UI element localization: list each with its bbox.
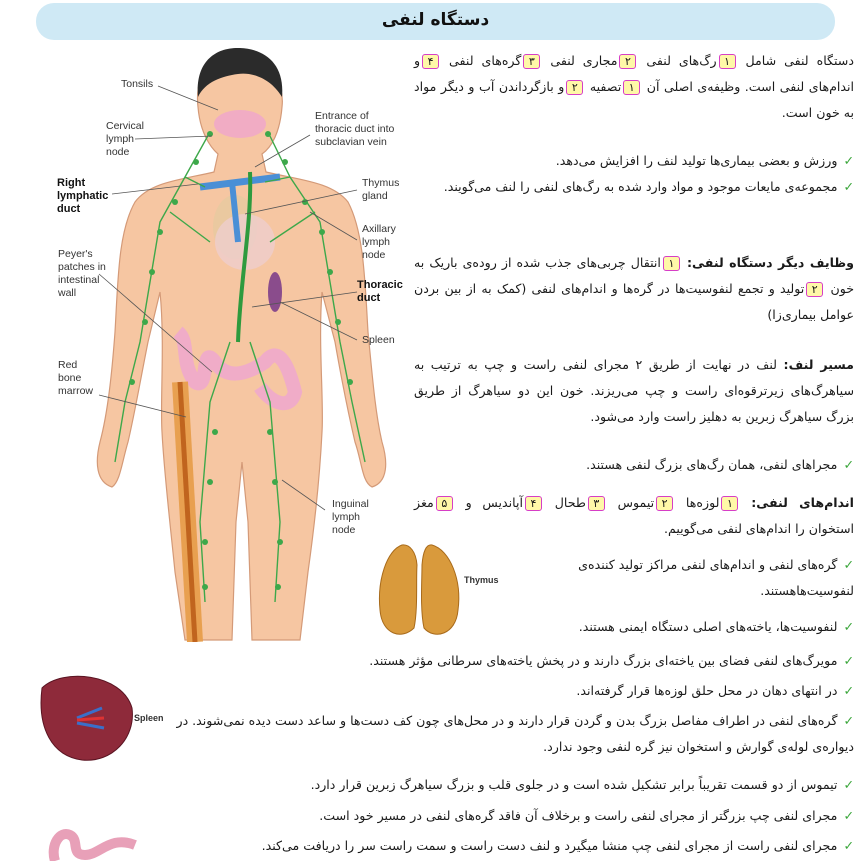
number-badge: ۳ (588, 496, 605, 511)
bullet-item (164, 803, 854, 829)
functions-text: تولید و تجمع لنفوسیت‌ها در گره‌ها و اندام‌های لنفی (کمک به از بین بردن عوامل بیماری‌زا) (414, 281, 854, 322)
number-badge: ۲ (806, 282, 823, 297)
bullet-text: مویرگ‌های لنفی فضای بین یاخته‌ای بزرگ دارند و در پخش یاخته‌های سرطانی مؤثر هستند. (369, 653, 838, 668)
organs-title: اندام‌های لنفی: (751, 495, 854, 510)
organs-text: طحال (554, 495, 586, 510)
bullet-text: گره‌های لنفی در اطراف مفاصل بزرگ بدن و گردن قرار دارند و در محل‌های چون کف دست‌ها و ساعد دست دیده نمی‌شوند. در دیواره‌ی لوله‌ی گوارش و استخوان نیز گره لنفی وجود ندارد. (176, 713, 854, 754)
number-badge: ۵ (436, 496, 453, 511)
functions-paragraph (414, 250, 854, 328)
bullet-text: مجراهای لنفی، همان رگ‌های بزرگ لنفی هستند. (586, 457, 838, 472)
label-axillary-lymph-node: Axillary lymph node (362, 223, 396, 261)
check-icon: ✓ (843, 179, 854, 194)
check-icon: ✓ (843, 153, 854, 168)
label-peyers-patches: Peyer's patches in intestinal wall (58, 248, 106, 299)
intro-text: تصفیه (589, 79, 622, 94)
check-icon: ✓ (843, 838, 854, 853)
check-icon: ✓ (843, 808, 854, 823)
label-red-bone-marrow: Red bone marrow (58, 359, 94, 397)
label-thymus-gland: Thymus gland (362, 177, 400, 202)
organs-text: مغز استخوان را اندام‌های لنفی می‌گوییم. (414, 495, 854, 536)
bullet-text: ورزش و بعضی بیماری‌ها تولید لنف را افزایش می‌دهد. (555, 153, 838, 168)
bullet-item (504, 552, 854, 604)
bullet-text: تیموس از دو قسمت تقریباً برابر تشکیل شده است و در جلوی قلب و بزرگ سیاهرگ زبرین قرار دارد. (310, 777, 838, 792)
thymus-picture-label: Thymus (464, 575, 499, 585)
bullet-text: لنفوسیت‌ها، یاخته‌های اصلی دستگاه ایمنی هستند. (578, 619, 838, 634)
intro-text: دستگاه لنفی شامل (745, 53, 854, 68)
bullet-text: مجموعه‌ی مایعات موجود و مواد وارد شده به رگ‌های لنفی را لنف می‌گویند. (443, 179, 838, 194)
intro-text: مجاری لنفی (550, 53, 618, 68)
check-icon: ✓ (843, 653, 854, 668)
check-icon: ✓ (843, 619, 854, 634)
label-right-lymphatic-duct: Right lymphatic duct (57, 177, 109, 215)
bullet-text: مجرای لنفی چپ بزرگتر از مجرای لنفی راست و برخلاف آن فاقد گره‌های لنفی در مسیر خود است. (319, 808, 838, 823)
route-paragraph (414, 352, 854, 430)
bullet-text: در انتهای دهان در محل حلق لوزه‌ها قرار گرفته‌اند. (576, 683, 838, 698)
bullet-text: مجرای لنفی راست از مجرای لنفی چپ منشا میگیرد و لنف دست راست و سمت راست سر را دریافت می‌کند. (261, 838, 838, 853)
number-badge: ۱ (623, 80, 640, 95)
lymphatic-system-figure (0, 42, 420, 642)
intro-text: گره‌های لنفی (449, 53, 522, 68)
bullet-item (254, 648, 854, 674)
section-title-bar (36, 3, 835, 40)
number-badge: ۴ (525, 496, 542, 511)
label-tonsils: Tonsils (121, 78, 154, 90)
intro-paragraph (414, 48, 854, 126)
intestine-picture-partial (40, 815, 150, 861)
bullet-item (254, 678, 854, 704)
bullet-item (504, 614, 854, 640)
check-icon: ✓ (843, 557, 854, 572)
check-icon: ✓ (843, 457, 854, 472)
organs-text: آپاندیس و (465, 495, 523, 510)
organs-text: تیموس (617, 495, 655, 510)
bullet-item (424, 452, 854, 478)
number-badge: ۱ (663, 256, 680, 271)
number-badge: ۳ (523, 54, 540, 69)
label-inguinal-lymph-node: Inguinal lymph node (332, 498, 369, 536)
number-badge: ۱ (719, 54, 736, 69)
thymus-picture (372, 540, 467, 645)
route-title: مسیر لنف: (783, 357, 854, 372)
intro-text: و بازگرداندن آب و دیگر مواد به خون است. (414, 79, 854, 120)
number-badge: ۴ (422, 54, 439, 69)
bullet-item (424, 174, 854, 200)
check-icon: ✓ (843, 683, 854, 698)
label-cervical-lymph-node: Cervical lymph node (106, 120, 144, 158)
bullet-text: گره‌های لنفی و اندام‌های لنفی مراکز تولید کننده‌ی لنفوسیت‌هاهستند. (578, 557, 854, 598)
label-spleen: Spleen (362, 334, 395, 346)
spleen-picture (32, 668, 137, 766)
bullet-item (164, 708, 854, 760)
spleen-picture-label: Spleen (134, 713, 164, 723)
number-badge: ۲ (619, 54, 636, 69)
functions-title: وظایف دیگر دستگاه لنفی: (686, 255, 854, 270)
organs-paragraph (414, 490, 854, 542)
number-badge: ۲ (566, 80, 583, 95)
number-badge: ۱ (721, 496, 738, 511)
check-icon: ✓ (843, 777, 854, 792)
bullet-item (164, 772, 854, 798)
bullet-item (424, 148, 854, 174)
route-text: لنف در نهایت از طریق ۲ مجرای لنفی راست و چپ به ترتیب به سیاهرگ‌های زیرترقوه‌ای راست و چپ می‌ریزند. خون این دو سیاهرگ از طریق بزرگ سیاهرگ زبرین به دهلیز راست وارد می‌شود. (414, 357, 854, 424)
bullet-item (164, 833, 854, 859)
label-thoracic-duct: Thoracic duct (357, 279, 403, 304)
intro-text: و اندام‌های لنفی است. وظیفه‌ی اصلی آن (414, 53, 855, 94)
section-title: دستگاه لنفی (381, 10, 490, 30)
functions-text: انتقال چربی‌های جذب شده از روده‌ی باریک به خون (414, 255, 854, 296)
check-icon: ✓ (843, 713, 854, 728)
organs-text: لوزه‌ها (685, 495, 720, 510)
label-entrance-thoracic-duct: Entrance of thoracic duct into subclavian vein (315, 110, 395, 148)
number-badge: ۲ (656, 496, 673, 511)
intro-text: رگ‌های لنفی (646, 53, 717, 68)
